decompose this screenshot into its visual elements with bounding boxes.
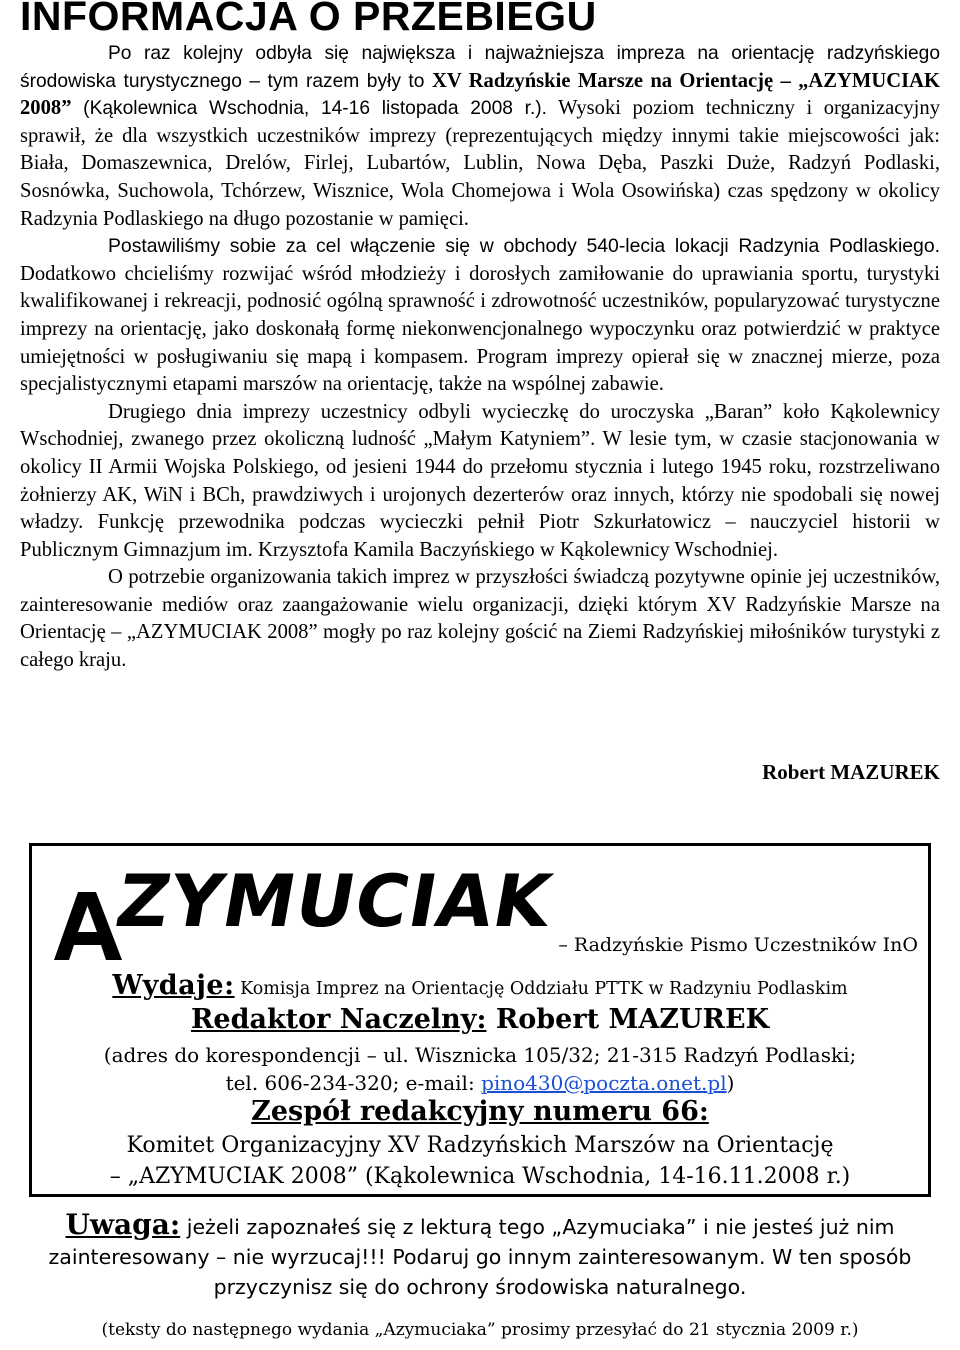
address-line: (adres do korespondencji – ul. Wisznicka 105/32; 21-315 Radzyń Podlaski;	[103, 1043, 857, 1067]
event-name: XV Radzyńskie Marsze na Orientację – „AZYMUCIAK 2008”	[20, 69, 940, 120]
editor-line	[32, 1004, 928, 1035]
footnote: (teksty do następnego wydania „Azymuciaka” prosimy przesyłać do 21 stycznia 2009 r.)	[101, 1320, 859, 1340]
publisher-value: Komisja Imprez na Orientację Oddziału PTTK w Radzyniu Podlaskim	[234, 979, 848, 999]
team-heading: Zespół redakcyjny numeru 66:	[251, 1096, 709, 1127]
committee-block	[32, 1130, 928, 1192]
azymuciak-logo	[52, 852, 559, 964]
paragraph-2-rest: Dodatkowo chcieliśmy rozwijać wśród młodzieży i dorosłych zamiłowanie do uprawiania sportu, turystyki kwalifikowanej i rekreacji, podnosić ogólną sprawność i zdrowotność uczestników, popularyzować turystyczne imprezy na orientację, jako doskonałą formę niekonwencjonalnego wypoczynku oraz potwierdzić w praktyce umiejętności w posługiwaniu się mapą i kompasem. Program imprezy opierał się w znacznej mierze, poza specjalistycznymi etapami marszów na orientację, także na wspólnej zabawie.	[20, 262, 940, 396]
editor-value: Robert MAZUREK	[486, 1004, 770, 1035]
article-paragraph-1	[20, 40, 940, 233]
masthead-box	[29, 843, 931, 1197]
publisher-line	[32, 970, 928, 1001]
article-body	[20, 40, 940, 675]
publisher-label: Wydaje:	[112, 970, 235, 1001]
committee-line-2: – „AZYMUCIAK 2008” (Kąkolewnica Wschodnia, 14-16.11.2008 r.)	[109, 1164, 851, 1189]
editor-label: Redaktor Naczelny:	[190, 1004, 487, 1035]
committee-line-1: Komitet Organizacyjny XV Radzyńskich Marszów na Orientację	[126, 1133, 834, 1158]
page-heading: INFORMACJA O PRZEBIEGU	[20, 0, 597, 39]
notice-block	[20, 1210, 940, 1302]
event-place: (Kąkolewnica Wschodnia, 14-16 listopada 2008 r.).	[71, 98, 547, 120]
article-author: Robert MAZUREK	[762, 760, 940, 784]
phone-text: tel. 606-234-320; e-mail:	[225, 1071, 482, 1095]
email-link[interactable]: pino430@poczta.onet.pl	[481, 1071, 727, 1095]
address-block	[32, 1041, 928, 1097]
article-paragraph-4: O potrzebie organizowania takich imprez w przyszłości świadczą pozytywne opinie jej uczestników, zainteresowanie mediów oraz zaangażowanie wielu organizacji, dzięki którym XV Radzyńskie Marsze na Orientację – „AZYMUCIAK 2008” mogły po raz kolejny gościć na Ziemi Radzyńskiej miłośników turystyki z całego kraju.	[20, 566, 940, 672]
masthead-tagline: – Radzyńskie Pismo Uczestników InO	[558, 934, 918, 956]
svg-text:ZYMUCIAK: ZYMUCIAK	[109, 860, 559, 944]
article-paragraph-3: Drugiego dnia imprezy uczestnicy odbyli wycieczkę do uroczyska „Baran” koło Kąkolewnicy Wschodniej, zwanego przez okoliczną ludność „Małym Katyniem”. W lesie tym, w czasie stacjonowania w okolicy II Armii Wojska Polskiego, od jesieni 1944 do przełomu stycznia i lutego 1945 roku, rozstrzeliwano żołnierzy AK, WiN i BCh, prawdziwych i urojonych dezerterów oraz innych, którzy nie spodobali się nowej władzy. Funkcję przewodnika podczas wycieczki pełnił Piotr Szkurłatowicz – nauczyciel historii w Publicznym Gimnazjum im. Krzysztofa Kamila Baczyńskiego w Kąkolewnicy Wschodniej.	[20, 400, 940, 561]
paragraph-2-lead: Postawiliśmy sobie za cel włączenie się w obchody 540-lecia lokacji Radzynia Podlaskiego.	[108, 235, 940, 258]
notice-label: Uwaga:	[65, 1208, 181, 1241]
notice-text: jeżeli zapoznałeś się z lekturą tego „Azymuciaka” i nie jesteś już nim zainteresowany – nie wyrzucaj!!! Podaruj go innym zainteresowanym. W ten sposób przyczynisz się do ochrony środowiska naturalnego.	[48, 1215, 912, 1299]
intro-text: Po raz kolejny odbyła się największa i najważniejsza impreza na orientację radzyńskiego środowiska turystycznego – tym razem były to	[20, 43, 940, 92]
contact-line	[32, 1069, 928, 1097]
article-paragraph-2	[20, 233, 940, 399]
address-close: )	[726, 1071, 735, 1095]
paragraph-1-rest: Wysoki poziom techniczny i organizacyjny sprawił, że dla wszystkich uczestników imprezy (reprezentujących między innymi takie miejscowości jak: Biała, Domaszewnica, Drelów, Firlej, Lubartów, Lublin, Nowa Dęba, Paszki Duże, Radzyń Podlaski, Sosnówka, Suchowola, Tchórzew, Wisznice, Wola Chomejowa i Wola Osowińska) czas spędzony w okolicy Radzynia Podlaskiego na długo pozostanie w pamięci.	[20, 97, 941, 230]
